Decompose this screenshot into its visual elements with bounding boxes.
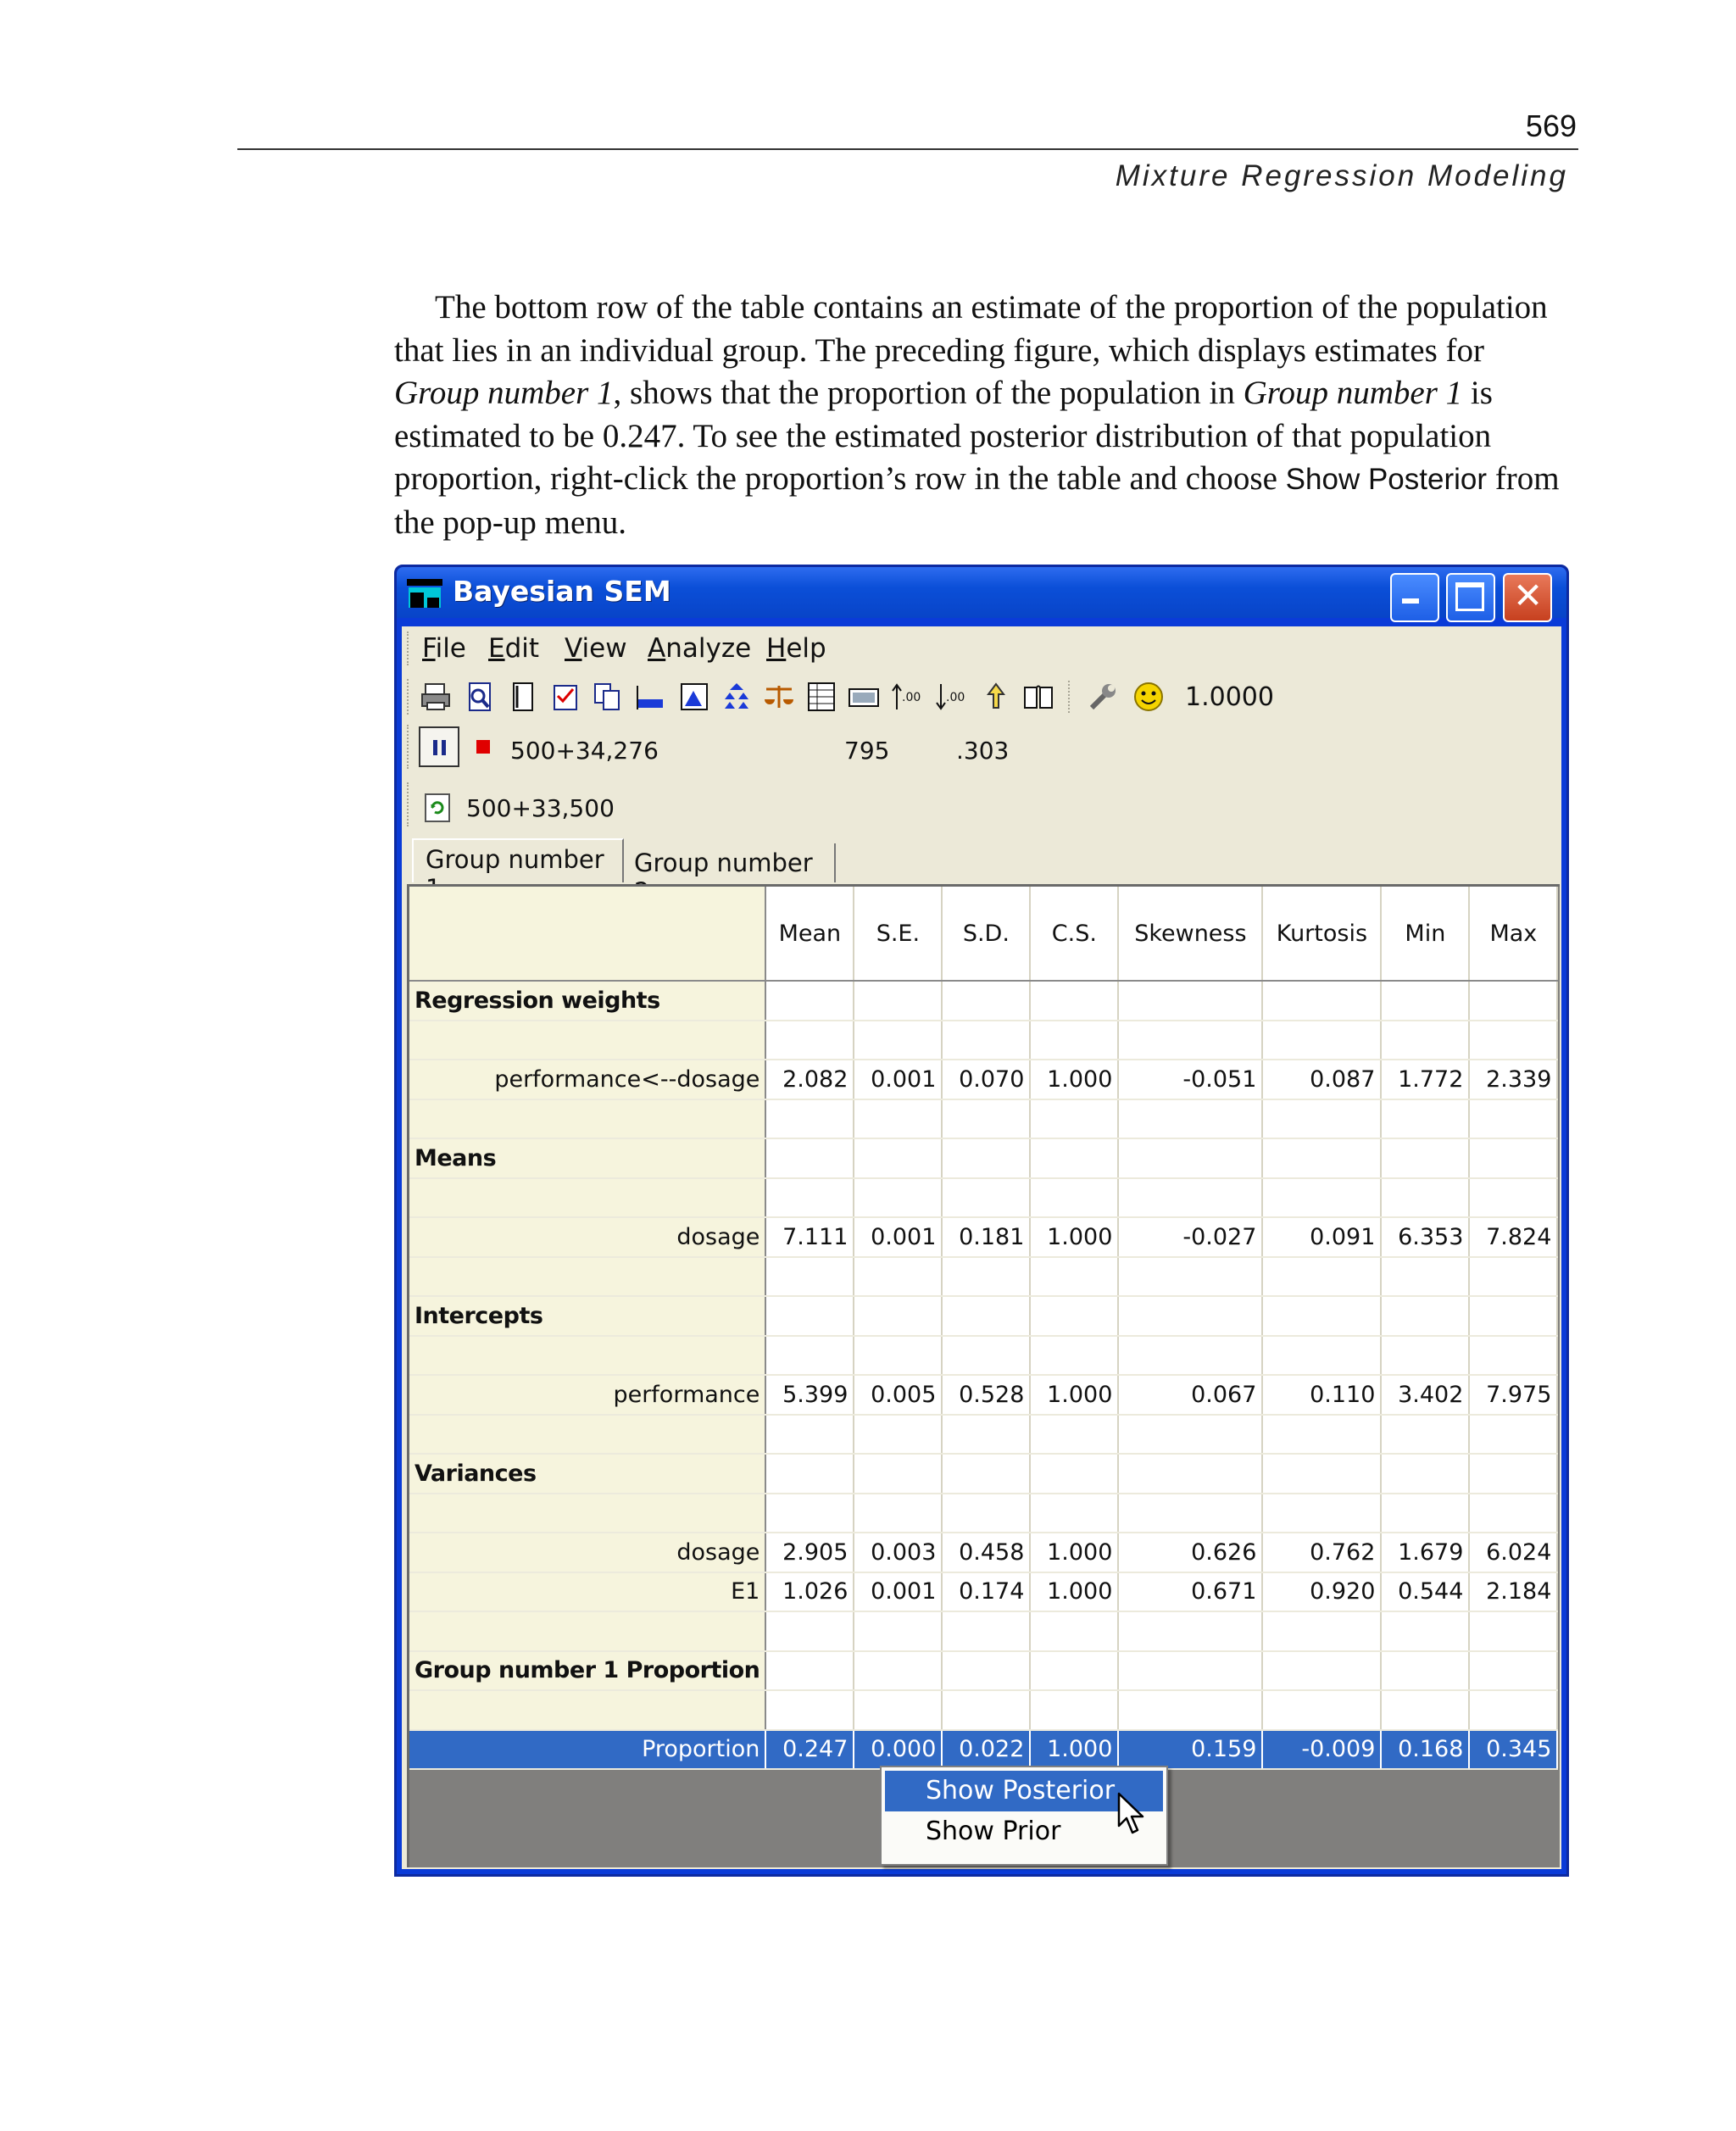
table-cell	[1381, 1690, 1469, 1730]
table-cell	[1118, 1296, 1262, 1336]
menu-file[interactable]: File	[422, 633, 466, 664]
row-label: dosage	[409, 1217, 765, 1257]
table-cell: 1.026	[765, 1572, 854, 1612]
table-row[interactable]	[409, 1572, 1557, 1612]
table-cell	[1030, 981, 1118, 1021]
table-cell	[942, 1257, 1030, 1297]
run-status-bar	[402, 721, 1561, 777]
section-label: Group number 1 Proportion	[409, 1651, 765, 1691]
table-cell	[1030, 1651, 1118, 1691]
table-cell	[1469, 981, 1557, 1021]
table-cell	[1381, 1296, 1469, 1336]
wrench-icon[interactable]	[1087, 681, 1119, 713]
table-header-row	[409, 887, 1557, 981]
refresh-bar	[402, 777, 1561, 833]
table-cell	[1469, 1651, 1557, 1691]
table-cell: 0.005	[854, 1375, 942, 1415]
table-cell: 1.000	[1030, 1730, 1118, 1770]
table-cell	[765, 1099, 854, 1139]
table-cell	[1118, 1178, 1262, 1218]
menu-edit[interactable]: Edit	[488, 633, 540, 664]
table-cell: 0.001	[854, 1572, 942, 1612]
title-bar[interactable]	[397, 567, 1566, 618]
table-cell	[1262, 1336, 1381, 1376]
table-cell: 0.181	[942, 1217, 1030, 1257]
table-cell: -0.009	[1262, 1730, 1381, 1770]
smiley-icon[interactable]	[1132, 681, 1165, 713]
table-row[interactable]	[409, 1060, 1557, 1099]
table-cell: 3.402	[1381, 1375, 1469, 1415]
table-cell	[765, 1257, 854, 1297]
table-cell	[942, 1178, 1030, 1218]
section-row[interactable]	[409, 1296, 1557, 1336]
table-cell	[1469, 1415, 1557, 1455]
table-cell: 0.022	[942, 1730, 1030, 1770]
table-cell: 0.001	[854, 1060, 942, 1099]
table-cell: 7.824	[1469, 1217, 1557, 1257]
row-label	[409, 1494, 765, 1533]
table-cell	[1118, 1415, 1262, 1455]
table-cell: 0.091	[1262, 1217, 1381, 1257]
table-cell	[854, 1257, 942, 1297]
table-cell	[854, 1415, 942, 1455]
table-cell	[854, 1178, 942, 1218]
table-cell: 1.772	[1381, 1060, 1469, 1099]
table-cell	[1262, 1296, 1381, 1336]
column-header[interactable]: Skewness	[1118, 887, 1262, 981]
table-cell	[765, 1690, 854, 1730]
runbar-grip	[407, 725, 412, 769]
table-cell	[1469, 1099, 1557, 1139]
row-label: E1	[409, 1572, 765, 1612]
table-cell	[1118, 1494, 1262, 1533]
run-count: 795	[844, 737, 890, 765]
toolbar	[402, 672, 1561, 720]
table-cell: 2.184	[1469, 1572, 1557, 1612]
minimize-button[interactable]	[1390, 573, 1439, 622]
table-cell	[1469, 1021, 1557, 1060]
table-cell: 0.247	[765, 1730, 854, 1770]
table-icon[interactable]	[805, 681, 837, 713]
selected-row[interactable]	[409, 1730, 1557, 1770]
table-cell: 7.111	[765, 1217, 854, 1257]
table-cell	[942, 1336, 1030, 1376]
table-cell	[1118, 981, 1262, 1021]
ui-term: Show Posterior	[1285, 463, 1487, 496]
table-cell	[1381, 1611, 1469, 1651]
table-cell: -0.051	[1118, 1060, 1262, 1099]
table-cell	[1262, 1651, 1381, 1691]
table-cell	[942, 1021, 1030, 1060]
table-cell	[854, 1690, 942, 1730]
table-cell	[1262, 1454, 1381, 1494]
table-cell	[1381, 1178, 1469, 1218]
table-cell	[1381, 1415, 1469, 1455]
table-cell	[765, 1415, 854, 1455]
table-cell	[1118, 1021, 1262, 1060]
table-cell: 7.975	[1469, 1375, 1557, 1415]
table-cell	[1262, 1494, 1381, 1533]
table-cell: 0.458	[942, 1533, 1030, 1572]
refresh-samples: 500+33,500	[466, 794, 615, 822]
chart-icon[interactable]	[678, 681, 710, 713]
table-cell: 2.905	[765, 1533, 854, 1572]
window-title: Bayesian SEM	[453, 575, 671, 608]
pause-icon	[433, 740, 437, 755]
section-row[interactable]	[409, 1454, 1557, 1494]
table-cell	[1381, 1336, 1469, 1376]
table-cell	[1030, 1336, 1118, 1376]
toolbar-value: 1.0000	[1185, 682, 1274, 712]
table-cell	[1030, 1454, 1118, 1494]
mouse-cursor-icon	[1117, 1792, 1148, 1839]
tab-group-1[interactable]: Group number	[412, 838, 624, 882]
column-header[interactable]: S.E.	[854, 887, 942, 981]
app-icon	[407, 579, 442, 609]
blank-row[interactable]	[409, 1611, 1557, 1651]
table-cell	[854, 1138, 942, 1178]
row-label	[409, 1257, 765, 1297]
table-cell	[765, 1611, 854, 1651]
table-cell	[1030, 1178, 1118, 1218]
table-cell: 0.001	[854, 1217, 942, 1257]
table-cell	[1030, 1099, 1118, 1139]
table-cell	[1469, 1611, 1557, 1651]
run-samples: 500+34,276	[510, 737, 659, 765]
page-icon[interactable]	[507, 681, 539, 713]
table-cell	[854, 1296, 942, 1336]
table-cell	[1381, 981, 1469, 1021]
table-cell: 0.000	[854, 1730, 942, 1770]
header-rule	[237, 148, 1578, 150]
table-cell	[1030, 1021, 1118, 1060]
section-label: Regression weights	[409, 981, 765, 1021]
column-header[interactable]: Kurtosis	[1262, 887, 1381, 981]
header-corner	[409, 887, 765, 981]
table-cell: 0.626	[1118, 1533, 1262, 1572]
results-grid	[407, 884, 1560, 1867]
screen-icon[interactable]	[848, 681, 880, 713]
tab-group-2[interactable]: Group number	[626, 843, 836, 882]
table-cell: 0.762	[1262, 1533, 1381, 1572]
table-cell	[765, 1454, 854, 1494]
table-cell	[942, 1415, 1030, 1455]
table-cell	[942, 981, 1030, 1021]
table-cell	[1469, 1296, 1557, 1336]
row-label	[409, 1336, 765, 1376]
table-cell	[1118, 1690, 1262, 1730]
table-cell	[1381, 1021, 1469, 1060]
table-cell	[1030, 1257, 1118, 1297]
table-cell	[1469, 1336, 1557, 1376]
table-cell: -0.027	[1118, 1217, 1262, 1257]
table-cell: 2.339	[1469, 1060, 1557, 1099]
table-cell	[1381, 1257, 1469, 1297]
close-icon: ✕	[1513, 575, 1544, 616]
table-cell	[1469, 1138, 1557, 1178]
table-cell	[854, 1454, 942, 1494]
table-cell	[1118, 1454, 1262, 1494]
table-cell	[1262, 1257, 1381, 1297]
blank-row[interactable]	[409, 1690, 1557, 1730]
stop-icon[interactable]	[476, 740, 490, 754]
table-cell	[854, 1494, 942, 1533]
table-cell	[1262, 1021, 1381, 1060]
table-cell	[765, 1138, 854, 1178]
table-cell	[1118, 1099, 1262, 1139]
menu-show-posterior[interactable]: Show Posterior	[885, 1771, 1163, 1811]
options-up-icon[interactable]	[890, 681, 927, 713]
blank-row[interactable]	[409, 1494, 1557, 1533]
minimize-icon	[1402, 598, 1419, 604]
window-client	[402, 626, 1561, 1869]
table-cell: 1.000	[1030, 1533, 1118, 1572]
column-header[interactable]: Min	[1381, 887, 1469, 981]
row-label: Proportion	[409, 1730, 765, 1770]
table-cell	[1381, 1099, 1469, 1139]
up-arrow-icon[interactable]	[980, 681, 1012, 713]
table-cell: 0.174	[942, 1572, 1030, 1612]
toolbar-grip	[407, 679, 412, 715]
section-row[interactable]	[409, 1138, 1557, 1178]
run-rate: .303	[956, 737, 1010, 765]
table-cell: 0.087	[1262, 1060, 1381, 1099]
table-cell: 6.024	[1469, 1533, 1557, 1572]
table-cell	[765, 1651, 854, 1691]
table-cell	[1262, 1415, 1381, 1455]
table-cell	[942, 1690, 1030, 1730]
row-label	[409, 1690, 765, 1730]
table-cell	[854, 1651, 942, 1691]
table-cell	[765, 981, 854, 1021]
table-cell	[1030, 1415, 1118, 1455]
table-cell	[942, 1494, 1030, 1533]
column-header[interactable]: Mean	[765, 887, 854, 981]
section-row[interactable]	[409, 1651, 1557, 1691]
table-cell	[854, 1021, 942, 1060]
pause-button[interactable]	[419, 726, 459, 767]
row-label	[409, 1415, 765, 1455]
table-cell	[765, 1296, 854, 1336]
table-cell	[854, 1611, 942, 1651]
table-cell	[1469, 1257, 1557, 1297]
blank-row[interactable]	[409, 1178, 1557, 1218]
table-cell	[1262, 1178, 1381, 1218]
table-cell	[942, 1611, 1030, 1651]
table-cell	[1118, 1611, 1262, 1651]
maximize-button[interactable]	[1446, 573, 1495, 622]
table-cell	[942, 1099, 1030, 1139]
row-label	[409, 1021, 765, 1060]
blank-row[interactable]	[409, 1021, 1557, 1060]
row-label: performance<--dosage	[409, 1060, 765, 1099]
row-label	[409, 1099, 765, 1139]
column-header[interactable]: Max	[1469, 887, 1557, 981]
table-cell	[765, 1336, 854, 1376]
table-cell: 0.345	[1469, 1730, 1557, 1770]
table-cell	[1469, 1454, 1557, 1494]
table-cell	[1381, 1651, 1469, 1691]
table-cell: 0.671	[1118, 1572, 1262, 1612]
menu-help[interactable]: Help	[766, 633, 826, 664]
table-cell	[1262, 1611, 1381, 1651]
row-label: performance	[409, 1375, 765, 1415]
table-cell	[1118, 1336, 1262, 1376]
print-preview-icon[interactable]	[465, 681, 497, 713]
table-cell	[1381, 1494, 1469, 1533]
toolbar-separator	[1068, 681, 1071, 713]
table-cell: 0.110	[1262, 1375, 1381, 1415]
menu-view[interactable]: View	[565, 633, 627, 664]
table-cell: 1.000	[1030, 1060, 1118, 1099]
table-cell: 5.399	[765, 1375, 854, 1415]
table-cell: 0.159	[1118, 1730, 1262, 1770]
menu-bar	[402, 626, 1561, 672]
row-label	[409, 1178, 765, 1218]
tree-icon[interactable]	[721, 681, 753, 713]
table-cell: 6.353	[1381, 1217, 1469, 1257]
maximize-icon	[1455, 582, 1484, 611]
table-cell	[1118, 1257, 1262, 1297]
table-cell	[765, 1178, 854, 1218]
book-icon[interactable]	[1022, 681, 1054, 713]
histogram-icon[interactable]	[634, 681, 666, 713]
table-cell: 1.000	[1030, 1217, 1118, 1257]
blank-row[interactable]	[409, 1099, 1557, 1139]
table-cell	[1469, 1178, 1557, 1218]
blank-row[interactable]	[409, 1257, 1557, 1297]
table-cell	[942, 1296, 1030, 1336]
table-cell	[1030, 1296, 1118, 1336]
table-cell: 1.679	[1381, 1533, 1469, 1572]
table-cell	[1030, 1690, 1118, 1730]
bayesian-sem-window	[394, 565, 1569, 1877]
table-cell	[1118, 1651, 1262, 1691]
table-cell	[1262, 1690, 1381, 1730]
table-cell	[1030, 1138, 1118, 1178]
svg-text:.00: .00	[902, 691, 921, 704]
menu-grip	[407, 632, 412, 665]
section-row[interactable]	[409, 981, 1557, 1021]
options-down-icon[interactable]	[934, 681, 971, 713]
table-row[interactable]	[409, 1375, 1557, 1415]
section-label: Intercepts	[409, 1296, 765, 1336]
table-cell	[942, 1454, 1030, 1494]
column-header[interactable]: S.D.	[942, 887, 1030, 981]
balance-icon[interactable]	[763, 681, 795, 713]
table-cell	[1469, 1690, 1557, 1730]
section-label: Means	[409, 1138, 765, 1178]
table-cell	[765, 1021, 854, 1060]
table-cell	[942, 1138, 1030, 1178]
refbar-grip	[407, 782, 412, 826]
table-cell: 0.070	[942, 1060, 1030, 1099]
row-label: dosage	[409, 1533, 765, 1572]
checklist-icon[interactable]	[549, 681, 581, 713]
table-cell: 0.067	[1118, 1375, 1262, 1415]
blank-row[interactable]	[409, 1336, 1557, 1376]
table-cell: 1.000	[1030, 1375, 1118, 1415]
table-cell	[1469, 1494, 1557, 1533]
svg-text:.00: .00	[946, 691, 965, 704]
running-head: Mixture Regression Modeling	[1115, 159, 1568, 192]
table-cell: 1.000	[1030, 1572, 1118, 1612]
menu-show-prior[interactable]: Show Prior	[926, 1817, 1061, 1846]
table-cell	[1381, 1454, 1469, 1494]
menu-analyze[interactable]: Analyze	[648, 633, 752, 664]
table-cell	[854, 1336, 942, 1376]
table-cell	[1262, 981, 1381, 1021]
table-cell	[854, 1099, 942, 1139]
copy-icon[interactable]	[592, 681, 624, 713]
table-cell: 0.528	[942, 1375, 1030, 1415]
group-tabs	[402, 835, 1561, 882]
page-number: 569	[1525, 108, 1577, 143]
column-header[interactable]: C.S.	[1030, 887, 1118, 981]
table-row[interactable]	[409, 1217, 1557, 1257]
table-cell: 0.920	[1262, 1572, 1381, 1612]
table-cell	[1262, 1138, 1381, 1178]
table-cell: 2.082	[765, 1060, 854, 1099]
table-cell: 0.168	[1381, 1730, 1469, 1770]
table-cell	[854, 981, 942, 1021]
blank-row[interactable]	[409, 1415, 1557, 1455]
table-cell	[1262, 1099, 1381, 1139]
refresh-icon[interactable]	[424, 793, 451, 823]
close-button[interactable]	[1503, 573, 1552, 622]
table-cell	[1118, 1138, 1262, 1178]
table-cell	[942, 1651, 1030, 1691]
table-cell	[1030, 1494, 1118, 1533]
section-label: Variances	[409, 1454, 765, 1494]
table-cell: 0.544	[1381, 1572, 1469, 1612]
table-cell: 0.003	[854, 1533, 942, 1572]
table-cell	[1030, 1611, 1118, 1651]
results-table	[409, 887, 1558, 1770]
table-row[interactable]	[409, 1533, 1557, 1572]
table-cell	[1381, 1138, 1469, 1178]
body-paragraph: The bottom row of the table contains an estimate of the proportion of the population that lies in an individual group. The preceding figure, which displays estimates for Group number 1, shows that the proportion of the population in Group number 1 is estimated to be 0.247. To see the estimated posterior distribution of that population proportion, right-click the proportion’s row in the table and choose Show Posterior from the pop-up menu.	[394, 289, 1560, 541]
print-icon[interactable]	[420, 681, 453, 713]
table-cell	[765, 1494, 854, 1533]
row-label	[409, 1611, 765, 1651]
